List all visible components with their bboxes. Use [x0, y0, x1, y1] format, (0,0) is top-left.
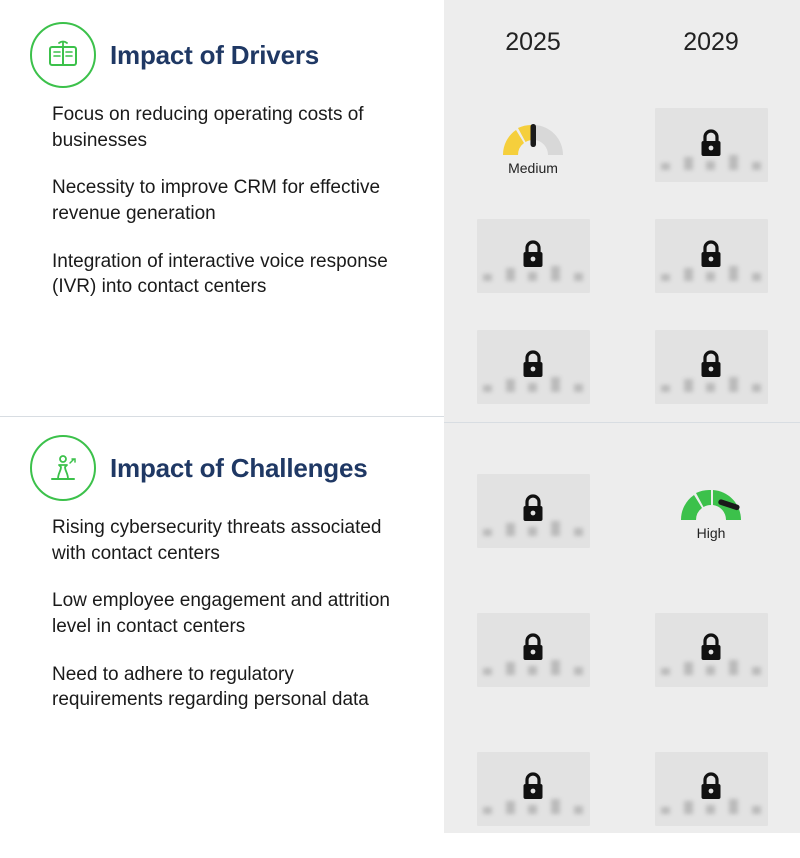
data-grid	[444, 84, 800, 858]
locked-tile[interactable]	[655, 219, 768, 293]
table-row	[444, 311, 800, 422]
drivers-grid	[444, 84, 800, 422]
locked-tile[interactable]	[477, 219, 590, 293]
drivers-bullet-list	[30, 102, 422, 300]
locked-tile[interactable]	[477, 330, 590, 404]
cell-drivers-2-2029	[622, 330, 800, 404]
cell-drivers-1-2025	[444, 219, 622, 293]
locked-tile[interactable]	[655, 108, 768, 182]
section-challenges-title: Impact of Challenges	[110, 452, 368, 483]
cell-challenges-0-2025	[444, 474, 622, 548]
lock-icon	[520, 493, 546, 528]
list-item: Integration of interactive voice response (IVR) into contact centers	[52, 250, 388, 298]
locked-tile[interactable]	[655, 330, 768, 404]
locked-tile[interactable]	[477, 752, 590, 826]
cell-drivers-1-2029	[622, 219, 800, 293]
table-row	[444, 441, 800, 580]
locked-tile[interactable]	[655, 613, 768, 687]
section-challenges-header	[30, 435, 422, 501]
cell-challenges-1-2029	[622, 613, 800, 687]
cell-drivers-0-2029	[622, 108, 800, 182]
list-item: Focus on reducing operating costs of businesses	[52, 104, 364, 151]
table-row	[444, 90, 800, 201]
data-column	[444, 0, 800, 833]
section-challenges	[0, 416, 444, 833]
cell-challenges-0-2029	[622, 480, 800, 541]
list-item: Rising cybersecurity threats associated with contact centers	[52, 517, 382, 564]
gauge-label: Medium	[508, 159, 558, 176]
lock-icon	[698, 632, 724, 667]
column-header-row	[444, 0, 800, 84]
gauge-label: High	[696, 525, 726, 541]
gauge-high	[674, 480, 748, 541]
lock-icon	[520, 632, 546, 667]
table-row	[444, 580, 800, 719]
cell-challenges-2-2025	[444, 752, 622, 826]
locked-tile[interactable]	[477, 613, 590, 687]
table-row	[444, 201, 800, 312]
challenges-grid	[444, 422, 800, 858]
table-row	[444, 719, 800, 858]
lock-icon	[520, 239, 546, 274]
cell-challenges-2-2029	[622, 752, 800, 826]
column-header-2029: 2029	[683, 27, 739, 56]
lock-icon	[698, 771, 724, 806]
section-drivers-header	[30, 22, 422, 88]
section-drivers	[0, 0, 444, 416]
locked-tile[interactable]	[655, 752, 768, 826]
drivers-badge-icon	[30, 22, 96, 88]
cell-challenges-1-2025	[444, 613, 622, 687]
column-header-2025: 2025	[505, 27, 561, 56]
section-drivers-title: Impact of Drivers	[110, 39, 320, 70]
challenges-bullet-list	[30, 515, 422, 713]
list-item: Need to adhere to regulatory requirements regarding personal data	[52, 663, 369, 711]
list-item: Necessity to improve CRM for effective revenue generation	[52, 177, 381, 224]
locked-tile[interactable]	[477, 474, 590, 548]
lock-icon	[698, 349, 724, 384]
cell-drivers-2-2025	[444, 330, 622, 404]
list-item: Low employee engagement and attrition level in contact centers	[52, 590, 391, 637]
gauge-medium	[496, 115, 570, 176]
lock-icon	[520, 349, 546, 384]
lock-icon	[520, 771, 546, 806]
challenges-badge-icon	[30, 435, 96, 501]
lock-icon	[698, 128, 724, 163]
cell-drivers-0-2025	[444, 115, 622, 176]
lock-icon	[698, 239, 724, 274]
